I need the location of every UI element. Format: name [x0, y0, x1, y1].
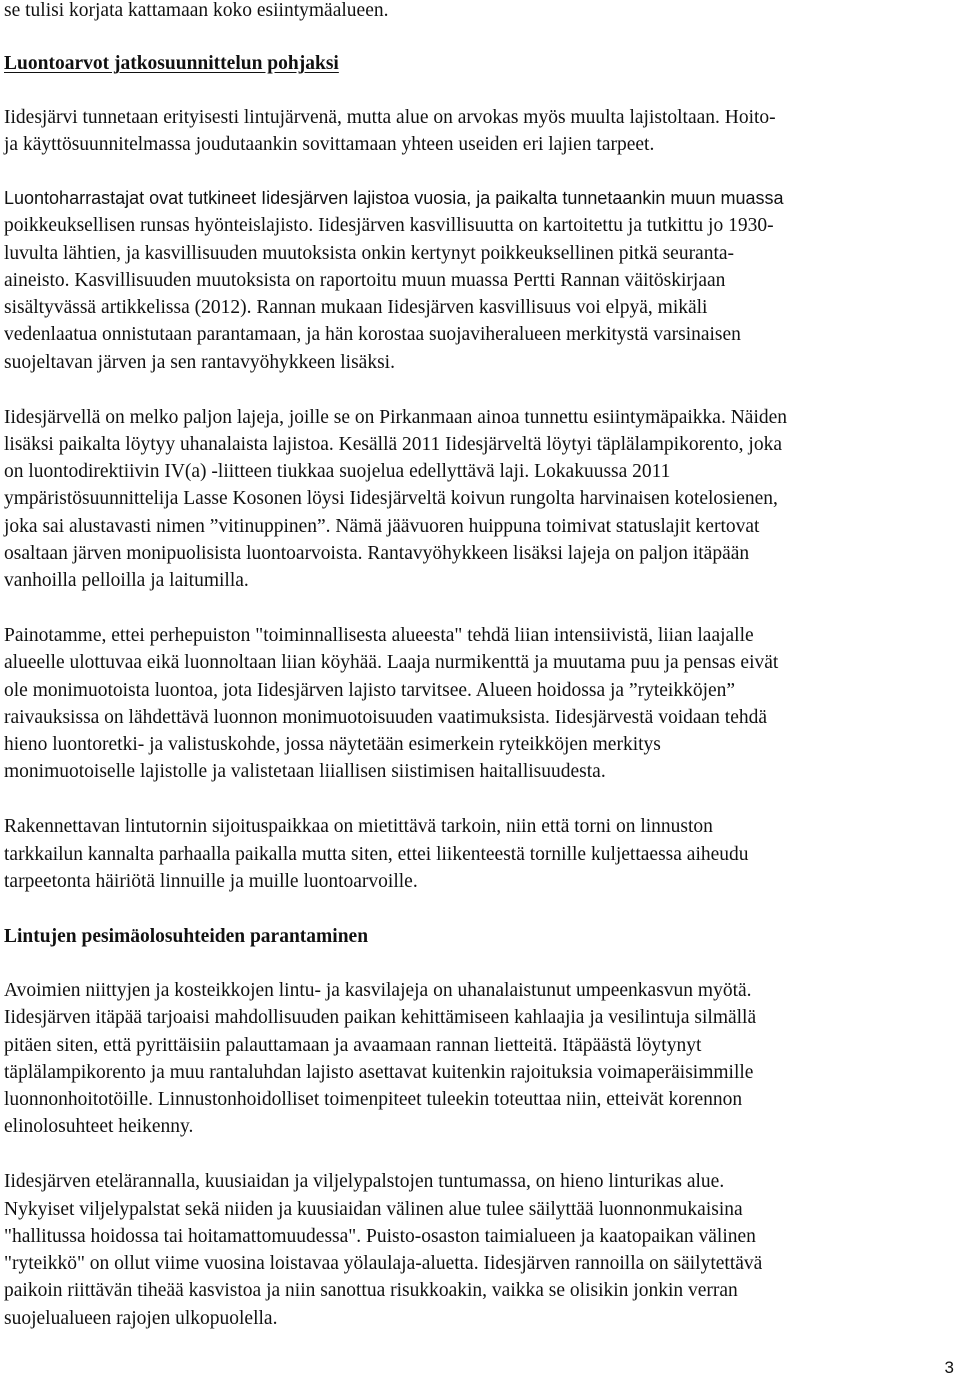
text-line: aineisto. Kasvillisuuden muutoksista on raportoitu muun muassa Pertti Rannan väitöskirjaan [4, 270, 726, 291]
text-line: Luontoharrastajat ovat tutkineet Iidesjärven lajistoa vuosia, ja paikalta tunnetaankin muun muassa [4, 188, 784, 208]
text-line: suojeltavan järven ja sen rantavyöhykkeen lisäksi. [4, 352, 395, 373]
text-line: Iidesjärvellä on melko paljon lajeja, joille se on Pirkanmaan ainoa tunnettu esiintymäpaikka. Näiden [4, 407, 788, 428]
text-line: hieno luontoretki- ja valistuskohde, jossa näytetään esimerkein ryteikköjen merkitys [4, 734, 661, 755]
text-line: Rakennettavan lintutornin sijoituspaikkaa on mietittävä tarkoin, niin että torni on linnuston [4, 816, 713, 837]
text-line: suojelualueen rajojen ulkopuolella. [4, 1308, 278, 1329]
text-line: täplälampikorento ja muu rantaluhdan lajisto asettavat kuitenkin rajoituksia voimaperäisimmille [4, 1062, 754, 1083]
text-line: Painotamme, ettei perhepuiston "toiminnallisesta alueesta" tehdä liian intensiivistä, liian laajalle [4, 625, 754, 646]
text-line: Iidesjärven itäpää tarjoaisi mahdollisuuden paikan kehittämiseen kahlaajia ja vesilintuja silmällä [4, 1007, 757, 1028]
text-line: Nykyiset viljelypalstat sekä niiden ja kuusiaidan välinen alue tulee säilyttää luonnonmukaisina [4, 1199, 743, 1220]
text-line: paikoin riittävän tiheää kasvistoa ja niin sanottua risukkoakin, vaikka se olisikin jonkin verran [4, 1280, 738, 1301]
page-number: 3 [944, 1358, 954, 1377]
text-line: vedenlaatua onnistutaan parantamaan, ja hän korostaa suojaviheralueen merkitystä varsinaisen [4, 324, 741, 345]
text-line: tarkkailun kannalta parhaalla paikalla mutta siten, ettei liikenteestä tornille kuljettaessa aiheudu [4, 844, 749, 865]
text-line: sisältyvässä artikkelissa (2012). Rannan mukaan Iidesjärven kasvillisuus voi elpyä, mikäli [4, 297, 708, 318]
text-line: ympäristösuunnittelija Lasse Kosonen löysi Iidesjärveltä koivun rungolta harvinaisen kotelosienen, [4, 488, 778, 509]
text-line: ole monimuotoista luontoa, jota Iidesjärven lajisto tarvitsee. Alueen hoidossa ja ”ryteikköjen” [4, 680, 736, 701]
text-line: "hallitussa hoidossa tai hoitamattomuudessa". Puisto-osaston taimialueen ja kaatopaikan välinen [4, 1226, 756, 1247]
text-line: Iidesjärvi tunnetaan erityisesti lintujärvenä, mutta alue on arvokas myös muulta lajistoltaan. Hoito- [4, 107, 776, 128]
text-line: luvulta lähtien, ja kasvillisuuden muutoksista onkin kertynyt poikkeuksellinen pitkä seuranta- [4, 243, 735, 264]
text-line: alueelle ulottuvaa eikä luonnoltaan liian köyhää. Laaja nurmikenttä ja muutama puu ja pensas eivät [4, 652, 779, 673]
text-line: osaltaan järven monipuolisista luontoarvoista. Rantavyöhykkeen lisäksi lajeja on paljon itäpään [4, 543, 750, 564]
text-line: poikkeuksellisen runsas hyönteislajisto. Iidesjärven kasvillisuutta on kartoitettu ja tutkittu jo 1930- [4, 215, 774, 236]
text-line: joka sai alustavasti nimen ”vitinuppinen”. Nämä jäävuoren huippuna toimivat statuslajit kertovat [4, 516, 760, 537]
text-line: Iidesjärven etelärannalla, kuusiaidan ja viljelypalstojen tuntumassa, on hieno linturikas alue. [4, 1171, 725, 1192]
text-line: se tulisi korjata kattamaan koko esiintymäalueen. [4, 0, 389, 21]
text-line: elinolosuhteet heikenny. [4, 1116, 194, 1137]
text-line: "ryteikkö" on ollut viime vuosina loistavaa yölaulaja-aluetta. Iidesjärven rannoilla on säilytettävä [4, 1253, 763, 1274]
section-heading-luontoarvot: Luontoarvot jatkosuunnittelun pohjaksi [4, 53, 339, 74]
section-heading-lintujen: Lintujen pesimäolosuhteiden parantaminen [4, 926, 369, 947]
text-line: raivauksissa on lähdettävä luonnon monimuotoisuuden vaatimuksista. Iidesjärvestä voidaan tehdä [4, 707, 768, 728]
text-line: on luontodirektiivin IV(a) -liitteen tiukkaa suojelua edellyttävä laji. Lokakuussa 2011 [4, 461, 671, 482]
text-line: pitäen siten, että pyrittäisiin palauttamaan ja avaamaan rannan lietteitä. Itäpäästä löytynyt [4, 1035, 702, 1056]
text-line: lisäksi paikalta löytyy uhanalaista lajistoa. Kesällä 2011 Iidesjärveltä löytyi täplälampikorento, joka [4, 434, 782, 455]
text-line: vanhoilla pelloilla ja laitumilla. [4, 570, 249, 591]
text-line: monimuotoiselle lajistolle ja valistetaan liiallisen siistimisen haitallisuudesta. [4, 761, 606, 782]
text-line: luonnonhoitotöille. Linnustonhoidolliset toimenpiteet tuleekin toteuttaa niin, etteivät korennon [4, 1089, 743, 1110]
text-line: ja käyttösuunnitelmassa joudutaankin sovittamaan yhteen useiden eri lajien tarpeet. [4, 134, 655, 155]
text-line: Avoimien niittyjen ja kosteikkojen lintu- ja kasvilajeja on uhanalaistunut umpeenkasvun myötä. [4, 980, 752, 1001]
text-line: tarpeetonta häiriötä linnuille ja muille luontoarvoille. [4, 871, 418, 892]
